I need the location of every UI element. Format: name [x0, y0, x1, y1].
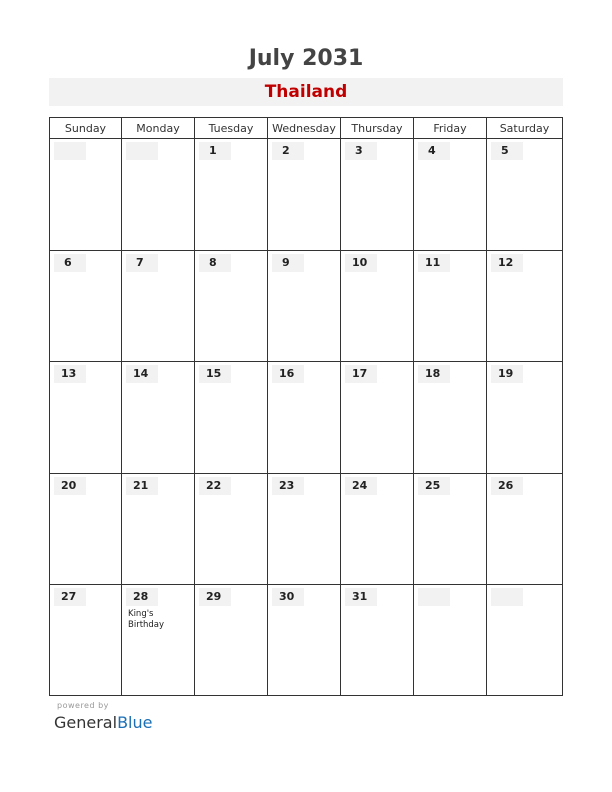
day-cell-24	[341, 474, 414, 585]
day-cell-4	[414, 139, 487, 251]
day-cell-28	[122, 585, 195, 695]
day-number	[54, 142, 86, 160]
weekday-wednesday: Wednesday	[268, 118, 341, 138]
day-cell-25	[414, 474, 487, 585]
day-number: 16	[272, 365, 304, 383]
day-number: 14	[126, 365, 158, 383]
weekday-tuesday: Tuesday	[195, 118, 268, 138]
day-number: 7	[126, 254, 158, 272]
day-cell-10	[341, 251, 414, 362]
weekday-friday: Friday	[414, 118, 487, 138]
day-number: 5	[491, 142, 523, 160]
day-number: 29	[199, 588, 231, 606]
day-cell-21	[122, 474, 195, 585]
day-number: 20	[54, 477, 86, 495]
day-number: 13	[54, 365, 86, 383]
weekday-thursday: Thursday	[341, 118, 414, 138]
empty-day-cell	[122, 139, 195, 251]
day-cell-22	[195, 474, 268, 585]
day-number: 11	[418, 254, 450, 272]
day-number	[491, 588, 523, 606]
day-number: 18	[418, 365, 450, 383]
day-number: 6	[54, 254, 86, 272]
day-cell-8	[195, 251, 268, 362]
weekday-monday: Monday	[122, 118, 195, 138]
brand-general: General	[54, 713, 118, 732]
weekday-header-row	[50, 118, 562, 139]
day-number: 27	[54, 588, 86, 606]
day-number: 12	[491, 254, 523, 272]
weekday-saturday: Saturday	[499, 122, 550, 135]
day-cell-19	[487, 362, 562, 474]
day-number: 15	[199, 365, 231, 383]
day-number: 17	[345, 365, 377, 383]
day-cell-6	[50, 251, 122, 362]
country-name: Thailand	[264, 82, 348, 102]
day-cell-13	[50, 362, 122, 474]
day-number: 23	[272, 477, 304, 495]
day-cell-29	[195, 585, 268, 695]
day-number: 21	[126, 477, 158, 495]
day-number: 31	[345, 588, 377, 606]
day-cell-2	[268, 139, 341, 251]
day-cell-11	[414, 251, 487, 362]
day-cell-30	[268, 585, 341, 695]
empty-day-cell	[487, 585, 562, 695]
powered-by-text: powered by	[57, 701, 109, 710]
day-cell-20	[50, 474, 122, 585]
day-number: 1	[199, 142, 231, 160]
day-cell-5	[487, 139, 562, 251]
brand-blue: Blue	[117, 713, 153, 732]
day-cell-17	[341, 362, 414, 474]
calendar-title: July 2031	[248, 46, 364, 71]
day-cell-27	[50, 585, 122, 695]
day-cell-15	[195, 362, 268, 474]
day-number: 26	[491, 477, 523, 495]
day-number: 10	[345, 254, 377, 272]
day-cell-14	[122, 362, 195, 474]
day-cell-9	[268, 251, 341, 362]
day-cell-7	[122, 251, 195, 362]
day-number: 3	[345, 142, 377, 160]
empty-day-cell	[50, 139, 122, 251]
day-number	[418, 588, 450, 606]
day-cell-31	[341, 585, 414, 695]
day-number: 4	[418, 142, 450, 160]
day-cell-16	[268, 362, 341, 474]
day-number: 2	[272, 142, 304, 160]
day-number	[126, 142, 158, 160]
generalblue-logo[interactable]	[54, 713, 152, 732]
day-cell-23	[268, 474, 341, 585]
day-cell-26	[487, 474, 562, 585]
day-cell-3	[341, 139, 414, 251]
day-cell-12	[487, 251, 562, 362]
empty-day-cell	[414, 585, 487, 695]
day-number: 28	[126, 588, 158, 606]
calendar-grid	[49, 117, 563, 696]
day-number: 22	[199, 477, 231, 495]
day-number: 30	[272, 588, 304, 606]
day-number: 24	[345, 477, 377, 495]
country-bar	[49, 78, 563, 106]
day-number: 8	[199, 254, 231, 272]
holiday-event: King's Birthday	[128, 609, 165, 630]
day-number: 19	[491, 365, 523, 383]
day-number: 25	[418, 477, 450, 495]
day-number: 9	[272, 254, 304, 272]
day-cell-1	[195, 139, 268, 251]
weekday-sunday: Sunday	[50, 118, 122, 138]
day-cell-18	[414, 362, 487, 474]
